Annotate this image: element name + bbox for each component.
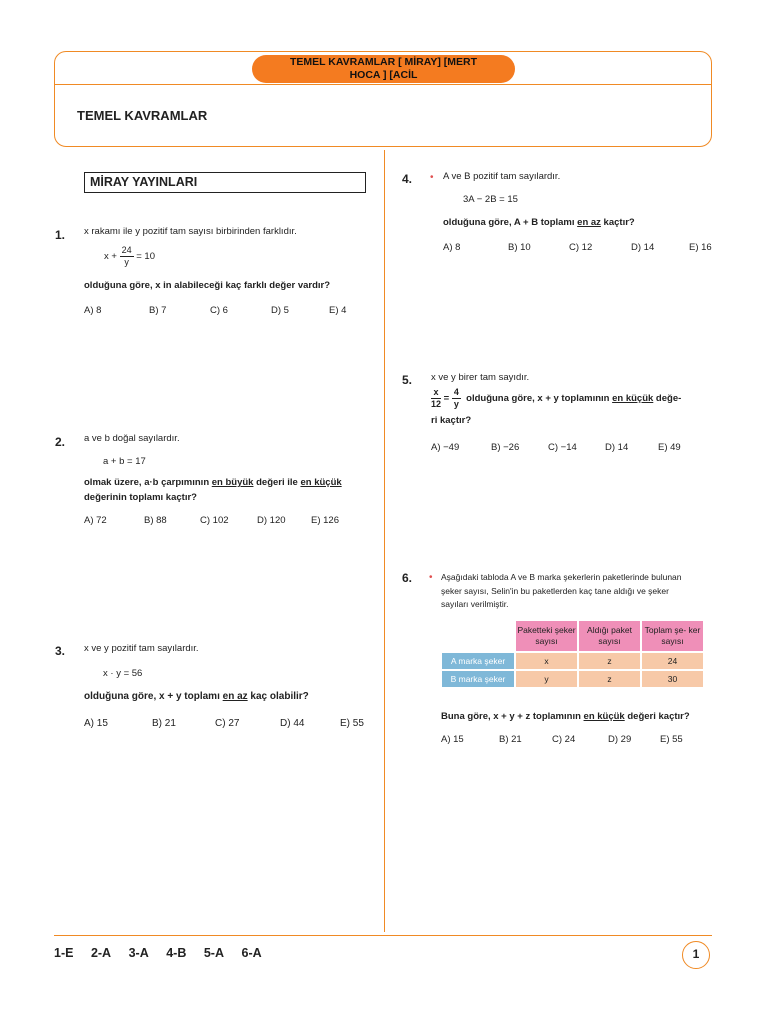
q6-text-line-3: sayıları verilmiştir.: [441, 599, 509, 609]
title-line-2: HOCA ] [ACİL: [349, 69, 418, 81]
q6-option-a[interactable]: A) 15: [441, 734, 464, 745]
table-header: Aldığı paket sayısı: [579, 621, 640, 651]
q5-option-e[interactable]: E) 49: [658, 442, 681, 453]
q4-option-b[interactable]: B) 10: [508, 242, 531, 253]
answer-key: [54, 946, 276, 960]
q6-table: [440, 619, 705, 689]
q2-option-a[interactable]: A) 72: [84, 515, 107, 526]
q6-ask-underline: en küçük: [583, 711, 625, 722]
q5-ask-b: değe-: [653, 393, 682, 405]
q2-option-d[interactable]: D) 120: [257, 515, 286, 526]
q5-frac2-numerator: 4: [453, 387, 459, 397]
q5-option-b[interactable]: B) −26: [491, 442, 520, 453]
q3-ask-b: kaç olabilir?: [247, 691, 309, 702]
q1-equation: [104, 245, 155, 268]
q5-option-c[interactable]: C) −14: [548, 442, 577, 453]
q6-option-b[interactable]: B) 21: [499, 734, 522, 745]
q3-text: x ve y pozitif tam sayılardır.: [84, 643, 199, 654]
table-corner: [442, 621, 514, 651]
q4-number: 4.: [402, 172, 413, 186]
q2-ask-c: değerinin toplamı kaçtır?: [84, 492, 197, 503]
q6-option-c[interactable]: C) 24: [552, 734, 576, 745]
table-row-label: A marka şeker: [442, 653, 514, 669]
answer-item: 4-B: [166, 946, 187, 960]
q2-equation: a + b = 17: [103, 456, 146, 467]
q5-question-cont: ri kaçtır?: [431, 415, 472, 426]
q4-option-e[interactable]: E) 16: [689, 242, 712, 253]
q5-option-d[interactable]: D) 14: [605, 442, 629, 453]
q4-marker-icon: •: [430, 172, 434, 183]
q5-frac1-numerator: x: [431, 387, 441, 399]
q6-question: [441, 711, 690, 722]
q4-option-c[interactable]: C) 12: [569, 242, 593, 253]
title-pill: [252, 55, 515, 83]
q1-option-c[interactable]: C) 6: [210, 305, 228, 316]
q6-option-e[interactable]: E) 55: [660, 734, 683, 745]
subject-title: TEMEL KAVRAMLAR: [77, 108, 208, 123]
q3-ask-underline: en az: [222, 691, 248, 702]
q1-option-e[interactable]: E) 4: [329, 305, 347, 316]
answer-item: 1-E: [54, 946, 74, 960]
q2-option-b[interactable]: B) 88: [144, 515, 167, 526]
answer-item: 3-A: [128, 946, 149, 960]
q2-text: a ve b doğal sayılardır.: [84, 433, 180, 444]
table-row: [442, 653, 703, 669]
q6-ask-a: Buna göre, x + y + z toplamının: [441, 711, 584, 722]
q5-fraction-1: [431, 387, 441, 410]
table-cell: 24: [642, 653, 703, 669]
q3-question: [84, 691, 309, 702]
answer-item: 2-A: [90, 946, 112, 960]
table-row-label: B marka şeker: [442, 671, 514, 687]
q1-option-a[interactable]: A) 8: [84, 305, 102, 316]
q1-fraction: [120, 245, 134, 268]
page-number: 1: [682, 941, 710, 969]
q5-text: x ve y birer tam sayıdır.: [431, 372, 530, 383]
q2-question: [84, 475, 342, 505]
q1-text: x rakamı ile y pozitif tam sayısı birbirinden farklıdır.: [84, 226, 297, 237]
q2-ask-underline-1: en büyük: [211, 477, 254, 488]
q1-option-d[interactable]: D) 5: [271, 305, 289, 316]
q5-frac1-denominator: 12: [431, 399, 442, 409]
q4-ask-underline: en az: [577, 217, 601, 228]
brand-box: MİRAY YAYINLARI: [84, 172, 366, 193]
q6-ask-b: değeri kaçtır?: [624, 711, 690, 722]
q1-eq-left: x +: [104, 251, 117, 263]
q3-equation: x · y = 56: [103, 668, 143, 679]
q5-number: 5.: [402, 373, 413, 387]
q3-option-a[interactable]: A) 15: [84, 718, 108, 729]
q2-ask-a: olmak üzere, a·b çarpımının: [84, 477, 212, 488]
q5-fraction-2: [452, 387, 461, 410]
table-header: Toplam şe- ker sayısı: [642, 621, 703, 651]
title-line-1: TEMEL KAVRAMLAR [ MİRAY] [MERT: [289, 56, 478, 68]
q6-marker-icon: •: [429, 572, 433, 583]
q1-question: olduğuna göre, x in alabileceği kaç farklı değer vardır?: [84, 280, 331, 291]
q6-text: [441, 571, 682, 612]
q4-ask-a: olduğuna göre, A + B toplamı: [443, 217, 578, 228]
q2-number: 2.: [55, 435, 66, 449]
q4-equation: 3A − 2B = 15: [463, 194, 518, 205]
q5-frac2-denominator: y: [453, 399, 459, 409]
answer-item: 5-A: [203, 946, 225, 960]
q3-number: 3.: [55, 644, 66, 658]
q2-ask-b: değeri ile: [253, 477, 301, 488]
table-header: Paketteki şeker sayısı: [516, 621, 577, 651]
q5-question-line: [431, 387, 681, 410]
column-divider: [384, 150, 385, 932]
q4-option-d[interactable]: D) 14: [631, 242, 655, 253]
q3-option-b[interactable]: B) 21: [152, 718, 176, 729]
header-divider: [55, 84, 711, 85]
q2-ask-underline-2: en küçük: [300, 477, 342, 488]
q4-question: [443, 217, 635, 228]
q1-frac-denominator: y: [124, 257, 129, 267]
table-row: [442, 671, 703, 687]
table-cell: 30: [642, 671, 703, 687]
q6-text-line-1: Aşağıdaki tabloda A ve B marka şekerlerin paketlerinde bulunan: [441, 572, 682, 582]
footer-divider: [54, 935, 712, 936]
q2-option-e[interactable]: E) 126: [311, 515, 339, 526]
q4-option-a[interactable]: A) 8: [443, 242, 461, 253]
q5-ask-a: olduğuna göre, x + y toplamının: [466, 393, 613, 405]
table-cell: z: [579, 671, 640, 687]
q5-option-a[interactable]: A) −49: [431, 442, 460, 453]
q3-option-c[interactable]: C) 27: [215, 718, 240, 729]
q1-frac-numerator: 24: [121, 245, 132, 255]
table-cell: z: [579, 653, 640, 669]
q6-number: 6.: [402, 571, 413, 585]
table-cell: x: [516, 653, 577, 669]
q6-option-d[interactable]: D) 29: [608, 734, 632, 745]
q1-option-b[interactable]: B) 7: [149, 305, 167, 316]
q6-text-line-2: şeker sayısı, Selin'in bu paketlerden kaç tane aldığı ve şeker: [441, 585, 669, 596]
q3-option-e[interactable]: E) 55: [340, 718, 364, 729]
q1-eq-right: = 10: [136, 251, 155, 263]
q3-ask-a: olduğuna göre, x + y toplamı: [84, 691, 223, 702]
table-cell: y: [516, 671, 577, 687]
q3-option-d[interactable]: D) 44: [280, 718, 305, 729]
q5-ask-underline: en küçük: [612, 393, 654, 405]
q2-option-c[interactable]: C) 102: [200, 515, 229, 526]
q4-text: A ve B pozitif tam sayılardır.: [443, 171, 561, 182]
q1-number: 1.: [55, 228, 66, 242]
answer-item: 6-A: [241, 946, 262, 960]
q5-equals: =: [443, 393, 450, 405]
q4-ask-b: kaçtır?: [600, 217, 635, 228]
